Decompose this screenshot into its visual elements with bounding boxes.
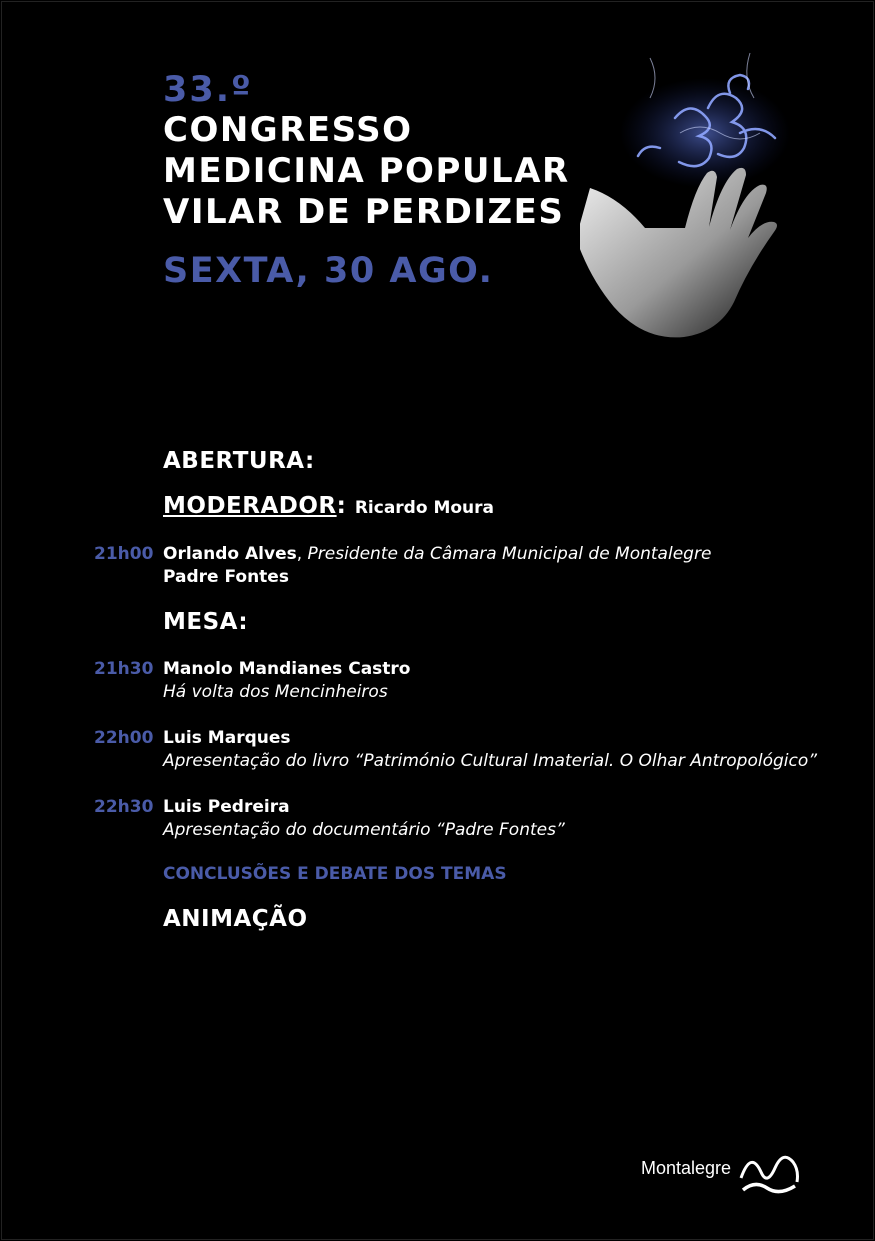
slot-speaker: Luis Marques	[163, 728, 291, 748]
moderator-label: MODERADOR	[163, 493, 337, 519]
slot-time: 21h00	[94, 544, 154, 564]
slot-body	[163, 796, 565, 842]
opening-heading: ABERTURA:	[163, 448, 315, 474]
conclusions-label: CONCLUSÕES E DEBATE DOS TEMAS	[163, 864, 507, 884]
event-date: SEXTA, 30 AGO.	[163, 251, 494, 291]
slot-separator: ,	[296, 544, 308, 564]
title-line-3: VILAR DE PERDIZES	[163, 192, 565, 232]
slot-time: 22h30	[94, 797, 154, 817]
slot-time: 21h30	[94, 659, 154, 679]
logo-text: Montalegre	[641, 1158, 732, 1178]
moderator-name: Ricardo Moura	[354, 498, 494, 518]
slot-body	[163, 543, 711, 589]
moderator-line	[163, 493, 494, 519]
slot-body	[163, 727, 817, 773]
slot-speaker: Manolo Mandianes Castro	[163, 659, 411, 679]
montalegre-logo	[641, 1148, 806, 1200]
slot-speaker: Orlando Alves	[163, 544, 297, 564]
logo-wave-icon	[739, 1148, 801, 1198]
slot-description: Apresentação do documentário “Padre Fontes”	[163, 820, 565, 840]
moderator-colon: :	[336, 493, 347, 519]
hand-smoke-illustration	[580, 48, 820, 348]
title-line-2: MEDICINA POPULAR	[163, 151, 570, 191]
poster-header	[163, 70, 570, 291]
closing-heading: ANIMAÇÃO	[163, 906, 308, 932]
slot-body	[163, 658, 410, 704]
title-line-1: CONGRESSO	[163, 110, 413, 150]
slot-description: Apresentação do livro “Património Cultural Imaterial. O Olhar Antropológico”	[163, 751, 818, 771]
slot-description: Há volta dos Mencinheiros	[163, 682, 388, 702]
slot-role: Presidente da Câmara Municipal de Montalegre	[307, 544, 712, 564]
panel-heading: MESA:	[163, 609, 249, 635]
slot-speaker: Luis Pedreira	[163, 797, 290, 817]
edition-number: 33.º	[163, 70, 253, 110]
open-hand	[580, 168, 777, 338]
slot-time: 22h00	[94, 728, 154, 748]
slot-second-speaker: Padre Fontes	[163, 567, 289, 587]
